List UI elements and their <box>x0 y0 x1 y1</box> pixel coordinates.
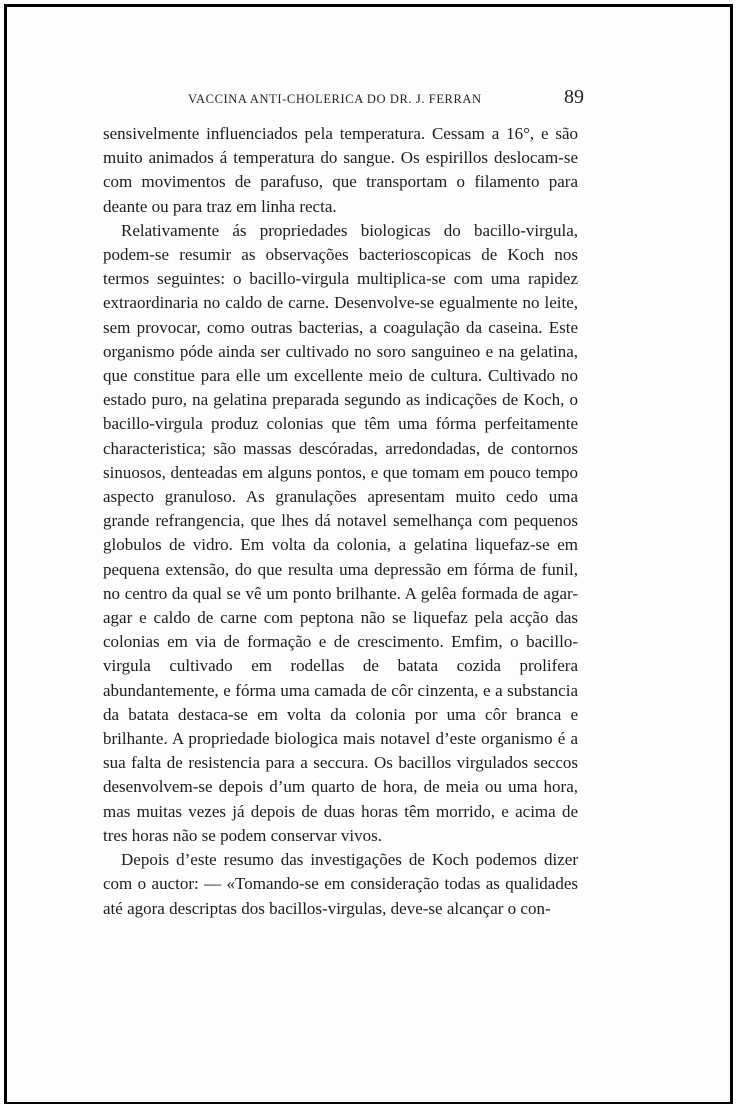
paragraph-3: Depois d’este resumo das investigações de Koch podemos dizer com o auctor: — «Tomando-se em consideração todas as qualidades até agora descriptas dos bacillos-virgulas, deve-se alcançar o con- <box>103 850 578 918</box>
paragraph-2: Relativamente ás propriedades biologicas do bacillo-virgula, podem-se resumir as observações bacterioscopicas de Koch nos termos seguintes: o bacillo-virgula multiplica-se com uma rapidez extraordinaria no caldo de carne. Desenvolve-se egualmente no leite, sem provocar, como outras bacterias, a coagulação da caseina. Este organismo póde ainda ser cultivado no soro sanguineo e na gelatina, que constitue para elle um excellente meio de cultura. Cultivado no estado puro, na gelatina preparada segundo as indicações de Koch, o bacillo-virgula produz colonias que têm uma fórma perfeitamente characteristica; são massas descóradas, arredondadas, de contornos sinuosos, denteadas em alguns pontos, e que tomam em pouco tempo aspecto granuloso. As granulações apresentam muito cedo uma grande refrangencia, que lhes dá notavel semelhança com pequenos globulos de vidro. Em volta da colonia, a gelatina liquefaz-se em pequena extensão, do que resulta uma depressão em fórma de funil, no centro da qual se vê um ponto brilhante. A gelêa formada de agar-agar e caldo de carne com peptona não se liquefaz pela acção das colonias em via de formação e de crescimento. Emfim, o bacillo-virgula cultivado em rodellas de batata cozida prolifera abundantemente, e fórma uma camada de côr cinzenta, e a substancia da batata destaca-se em volta da colonia por uma côr branca e brilhante. A propriedade biologica mais notavel d’este organismo é a sua falta de resistencia para a seccura. Os bacillos virgulados seccos desenvolvem-se depois d’um quarto de hora, de meia ou uma hora, mas muitas vezes já depois de duas horas têm morrido, e acima de tres horas não se podem conservar vivos. <box>103 220 578 845</box>
page-number: 89 <box>564 86 584 108</box>
body-text <box>103 122 578 921</box>
running-head: VACCINA ANTI-CHOLERICA DO DR. J. FERRAN <box>188 92 482 106</box>
paragraph-1: sensivelmente influenciados pela temperatura. Cessam a 16°, e são muito animados á temperatura do sangue. Os espirillos deslocam-se com movimentos de parafuso, que transportam o filamento para deante ou para traz em linha recta. <box>103 124 578 216</box>
